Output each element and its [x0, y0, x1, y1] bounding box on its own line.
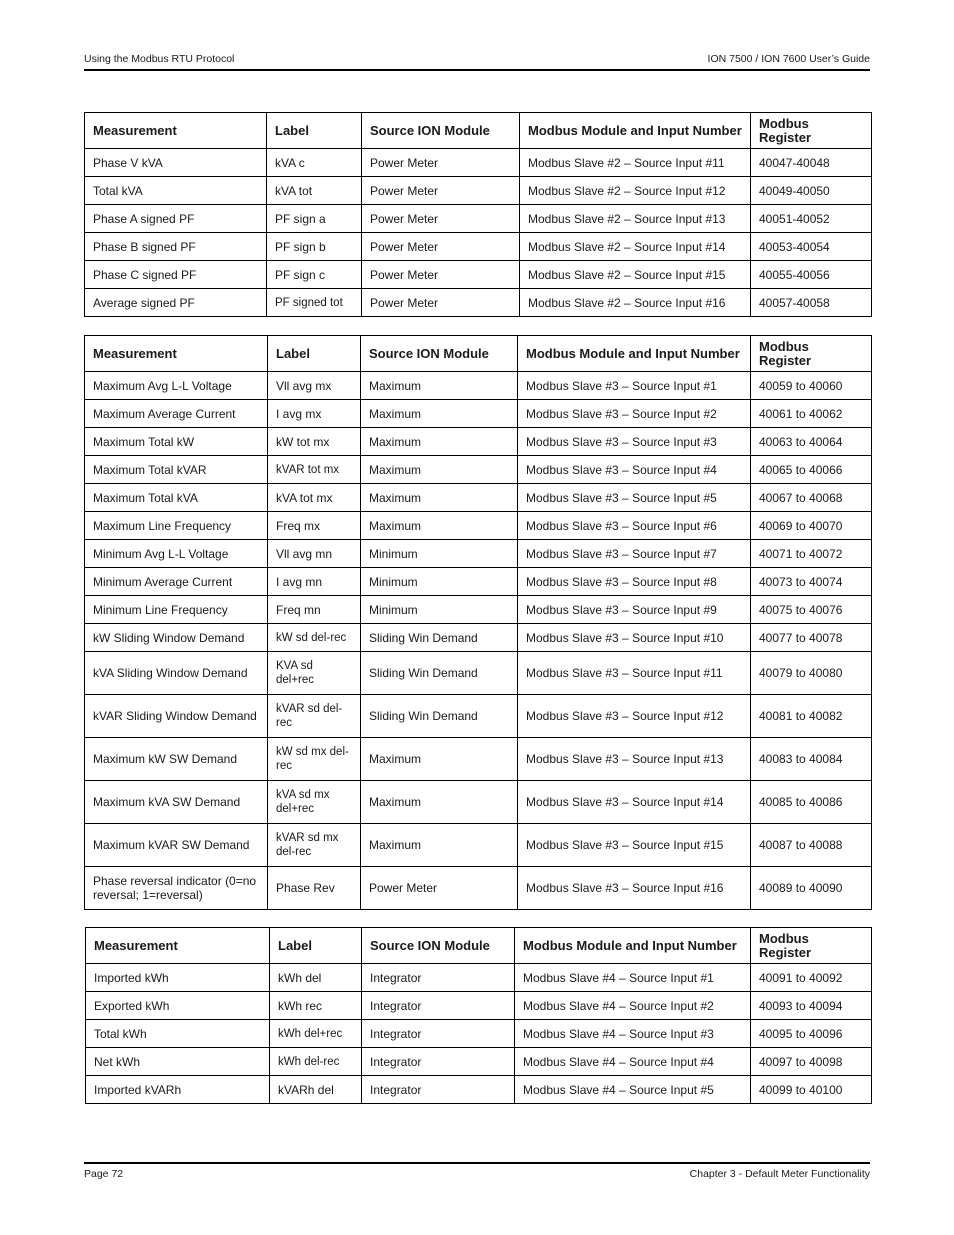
cell-measurement: Minimum Line Frequency: [85, 596, 268, 624]
cell-source-module: Maximum: [361, 372, 518, 400]
table-row: [85, 400, 872, 428]
cell-source-module: Power Meter: [362, 233, 520, 261]
cell-label: Phase Rev: [268, 867, 361, 910]
cell-source-module: Power Meter: [361, 867, 518, 910]
header-document-title: ION 7500 / ION 7600 User’s Guide: [707, 53, 870, 65]
cell-measurement: Total kVA: [85, 177, 267, 205]
cell-source-module: Power Meter: [362, 177, 520, 205]
table-row: [86, 992, 872, 1020]
cell-measurement: Phase V kVA: [85, 149, 267, 177]
column-header-label: Label: [270, 928, 362, 964]
cell-modbus-register: 40079 to 40080: [751, 652, 872, 695]
cell-label: kWh del+rec: [270, 1020, 362, 1048]
cell-modbus-register: 40067 to 40068: [751, 484, 872, 512]
cell-modbus-module: Modbus Slave #2 – Source Input #16: [520, 289, 751, 317]
cell-modbus-register: 40073 to 40074: [751, 568, 872, 596]
cell-measurement: Imported kVARh: [86, 1076, 270, 1104]
cell-modbus-module: Modbus Slave #4 – Source Input #2: [515, 992, 751, 1020]
cell-modbus-module: Modbus Slave #3 – Source Input #15: [518, 824, 751, 867]
cell-label: kVA tot: [267, 177, 362, 205]
footer-rule: [84, 1162, 870, 1164]
header-rule: [84, 69, 870, 71]
cell-label: kVAR sd del-rec: [268, 695, 361, 738]
cell-label: I avg mn: [268, 568, 361, 596]
cell-modbus-module: Modbus Slave #4 – Source Input #3: [515, 1020, 751, 1048]
cell-measurement: Net kWh: [86, 1048, 270, 1076]
cell-source-module: Integrator: [362, 1020, 515, 1048]
cell-label: kWh del: [270, 964, 362, 992]
cell-source-module: Power Meter: [362, 261, 520, 289]
column-header-label: Label: [267, 113, 362, 149]
cell-measurement: Imported kWh: [86, 964, 270, 992]
cell-modbus-register: 40071 to 40072: [751, 540, 872, 568]
table-row: [86, 1076, 872, 1104]
table-header-row: [85, 336, 872, 372]
cell-measurement: Maximum Avg L-L Voltage: [85, 372, 268, 400]
table-row: [85, 624, 872, 652]
cell-modbus-module: Modbus Slave #3 – Source Input #14: [518, 781, 751, 824]
table-row: [85, 205, 872, 233]
cell-modbus-module: Modbus Slave #3 – Source Input #2: [518, 400, 751, 428]
cell-modbus-module: Modbus Slave #2 – Source Input #14: [520, 233, 751, 261]
cell-source-module: Minimum: [361, 568, 518, 596]
cell-measurement: Maximum Average Current: [85, 400, 268, 428]
cell-label: PF sign b: [267, 233, 362, 261]
table-row: [85, 540, 872, 568]
table-row: [85, 824, 872, 867]
modbus-slave-3-table: [84, 335, 872, 910]
table-row: [85, 512, 872, 540]
cell-label: kVA sd mx del+rec: [268, 781, 361, 824]
cell-measurement: Maximum Line Frequency: [85, 512, 268, 540]
cell-source-module: Integrator: [362, 1076, 515, 1104]
cell-measurement: Minimum Average Current: [85, 568, 268, 596]
cell-modbus-module: Modbus Slave #3 – Source Input #8: [518, 568, 751, 596]
cell-source-module: Maximum: [361, 824, 518, 867]
table-header-row: [85, 113, 872, 149]
cell-modbus-register: 40089 to 40090: [751, 867, 872, 910]
cell-modbus-register: 40099 to 40100: [751, 1076, 872, 1104]
cell-modbus-register: 40093 to 40094: [751, 992, 872, 1020]
table-row: [85, 568, 872, 596]
cell-modbus-register: 40063 to 40064: [751, 428, 872, 456]
cell-label: kVA c: [267, 149, 362, 177]
cell-modbus-register: 40097 to 40098: [751, 1048, 872, 1076]
table-row: [85, 177, 872, 205]
cell-modbus-module: Modbus Slave #3 – Source Input #11: [518, 652, 751, 695]
table-row: [85, 233, 872, 261]
cell-source-module: Maximum: [361, 512, 518, 540]
cell-label: kVAR sd mx del-rec: [268, 824, 361, 867]
cell-modbus-register: 40053-40054: [751, 233, 872, 261]
table-row: [85, 261, 872, 289]
column-header-label: Label: [268, 336, 361, 372]
cell-source-module: Maximum: [361, 400, 518, 428]
cell-measurement: Total kWh: [86, 1020, 270, 1048]
cell-label: PF sign c: [267, 261, 362, 289]
cell-modbus-module: Modbus Slave #3 – Source Input #3: [518, 428, 751, 456]
cell-modbus-module: Modbus Slave #3 – Source Input #7: [518, 540, 751, 568]
column-header-source-module: Source ION Module: [362, 113, 520, 149]
column-header-modbus-register: Modbus Register: [751, 928, 872, 964]
cell-source-module: Sliding Win Demand: [361, 695, 518, 738]
cell-measurement: kVAR Sliding Window Demand: [85, 695, 268, 738]
cell-modbus-module: Modbus Slave #3 – Source Input #5: [518, 484, 751, 512]
cell-modbus-register: 40049-40050: [751, 177, 872, 205]
column-header-measurement: Measurement: [85, 336, 268, 372]
table-row: [86, 1048, 872, 1076]
cell-measurement: Maximum kW SW Demand: [85, 738, 268, 781]
cell-source-module: Power Meter: [362, 289, 520, 317]
column-header-measurement: Measurement: [85, 113, 267, 149]
table-header-row: [86, 928, 872, 964]
cell-source-module: Sliding Win Demand: [361, 624, 518, 652]
cell-modbus-register: 40083 to 40084: [751, 738, 872, 781]
table-row: [85, 428, 872, 456]
cell-label: kVA tot mx: [268, 484, 361, 512]
cell-measurement: Exported kWh: [86, 992, 270, 1020]
cell-label: PF signed tot: [267, 289, 362, 317]
cell-source-module: Maximum: [361, 484, 518, 512]
table-row: [85, 596, 872, 624]
cell-source-module: Power Meter: [362, 205, 520, 233]
cell-label: Vll avg mn: [268, 540, 361, 568]
cell-modbus-register: 40087 to 40088: [751, 824, 872, 867]
cell-source-module: Integrator: [362, 1048, 515, 1076]
cell-measurement: Phase C signed PF: [85, 261, 267, 289]
cell-modbus-module: Modbus Slave #2 – Source Input #12: [520, 177, 751, 205]
cell-source-module: Maximum: [361, 456, 518, 484]
table-row: [85, 867, 872, 910]
cell-label: PF sign a: [267, 205, 362, 233]
running-footer: [84, 1168, 870, 1182]
cell-label: kWh rec: [270, 992, 362, 1020]
cell-modbus-module: Modbus Slave #2 – Source Input #11: [520, 149, 751, 177]
cell-modbus-module: Modbus Slave #3 – Source Input #4: [518, 456, 751, 484]
table-row: [86, 964, 872, 992]
cell-label: kW sd mx del-rec: [268, 738, 361, 781]
cell-measurement: Maximum kVAR SW Demand: [85, 824, 268, 867]
cell-measurement: Phase B signed PF: [85, 233, 267, 261]
cell-modbus-register: 40065 to 40066: [751, 456, 872, 484]
cell-source-module: Maximum: [361, 738, 518, 781]
cell-source-module: Minimum: [361, 540, 518, 568]
cell-source-module: Minimum: [361, 596, 518, 624]
cell-modbus-module: Modbus Slave #2 – Source Input #13: [520, 205, 751, 233]
column-header-source-module: Source ION Module: [361, 336, 518, 372]
cell-measurement: Maximum kVA SW Demand: [85, 781, 268, 824]
table-row: [85, 289, 872, 317]
cell-modbus-module: Modbus Slave #4 – Source Input #4: [515, 1048, 751, 1076]
page-number: Page 72: [84, 1168, 124, 1180]
cell-measurement: Maximum Total kVA: [85, 484, 268, 512]
cell-label: kWh del-rec: [270, 1048, 362, 1076]
table-row: [85, 652, 872, 695]
cell-modbus-register: 40081 to 40082: [751, 695, 872, 738]
cell-modbus-register: 40047-40048: [751, 149, 872, 177]
cell-modbus-register: 40091 to 40092: [751, 964, 872, 992]
cell-modbus-module: Modbus Slave #3 – Source Input #10: [518, 624, 751, 652]
cell-label: KVA sd del+rec: [268, 652, 361, 695]
cell-label: kW sd del-rec: [268, 624, 361, 652]
cell-modbus-module: Modbus Slave #3 – Source Input #12: [518, 695, 751, 738]
cell-modbus-module: Modbus Slave #3 – Source Input #16: [518, 867, 751, 910]
cell-modbus-register: 40057-40058: [751, 289, 872, 317]
column-header-modbus-module: Modbus Module and Input Number: [515, 928, 751, 964]
cell-modbus-register: 40095 to 40096: [751, 1020, 872, 1048]
cell-label: Freq mx: [268, 512, 361, 540]
cell-modbus-register: 40051-40052: [751, 205, 872, 233]
cell-modbus-register: 40085 to 40086: [751, 781, 872, 824]
cell-label: kVAR tot mx: [268, 456, 361, 484]
cell-modbus-module: Modbus Slave #4 – Source Input #1: [515, 964, 751, 992]
cell-measurement: kW Sliding Window Demand: [85, 624, 268, 652]
running-header: [84, 53, 870, 69]
table-row: [85, 456, 872, 484]
column-header-source-module: Source ION Module: [362, 928, 515, 964]
column-header-measurement: Measurement: [86, 928, 270, 964]
cell-measurement: Maximum Total kVAR: [85, 456, 268, 484]
cell-modbus-register: 40077 to 40078: [751, 624, 872, 652]
cell-modbus-module: Modbus Slave #3 – Source Input #13: [518, 738, 751, 781]
cell-modbus-module: Modbus Slave #4 – Source Input #5: [515, 1076, 751, 1104]
column-header-modbus-module: Modbus Module and Input Number: [518, 336, 751, 372]
cell-label: I avg mx: [268, 400, 361, 428]
cell-measurement: Phase reversal indicator (0=no reversal; 1=reversal): [85, 867, 268, 910]
cell-source-module: Power Meter: [362, 149, 520, 177]
cell-modbus-module: Modbus Slave #3 – Source Input #6: [518, 512, 751, 540]
table-row: [85, 781, 872, 824]
table-row: [85, 484, 872, 512]
cell-source-module: Integrator: [362, 964, 515, 992]
cell-modbus-module: Modbus Slave #2 – Source Input #15: [520, 261, 751, 289]
table-row: [85, 738, 872, 781]
header-section-title: Using the Modbus RTU Protocol: [84, 53, 235, 65]
table-row: [85, 372, 872, 400]
table-row: [86, 1020, 872, 1048]
cell-measurement: Average signed PF: [85, 289, 267, 317]
modbus-slave-4-table: [85, 927, 872, 1104]
table-row: [85, 695, 872, 738]
footer-chapter-title: Chapter 3 - Default Meter Functionality: [689, 1168, 870, 1180]
cell-measurement: Maximum Total kW: [85, 428, 268, 456]
cell-modbus-register: 40069 to 40070: [751, 512, 872, 540]
cell-label: kW tot mx: [268, 428, 361, 456]
cell-label: Vll avg mx: [268, 372, 361, 400]
cell-measurement: kVA Sliding Window Demand: [85, 652, 268, 695]
cell-label: Freq mn: [268, 596, 361, 624]
cell-source-module: Sliding Win Demand: [361, 652, 518, 695]
cell-modbus-register: 40059 to 40060: [751, 372, 872, 400]
cell-modbus-register: 40055-40056: [751, 261, 872, 289]
cell-modbus-module: Modbus Slave #3 – Source Input #9: [518, 596, 751, 624]
cell-measurement: Phase A signed PF: [85, 205, 267, 233]
column-header-modbus-module: Modbus Module and Input Number: [520, 113, 751, 149]
table-row: [85, 149, 872, 177]
cell-modbus-module: Modbus Slave #3 – Source Input #1: [518, 372, 751, 400]
cell-source-module: Maximum: [361, 428, 518, 456]
column-header-modbus-register: Modbus Register: [751, 336, 872, 372]
cell-source-module: Integrator: [362, 992, 515, 1020]
cell-source-module: Maximum: [361, 781, 518, 824]
modbus-slave-2-table: [84, 112, 872, 317]
cell-modbus-register: 40061 to 40062: [751, 400, 872, 428]
column-header-modbus-register: Modbus Register: [751, 113, 872, 149]
cell-label: kVARh del: [270, 1076, 362, 1104]
cell-modbus-register: 40075 to 40076: [751, 596, 872, 624]
cell-measurement: Minimum Avg L-L Voltage: [85, 540, 268, 568]
